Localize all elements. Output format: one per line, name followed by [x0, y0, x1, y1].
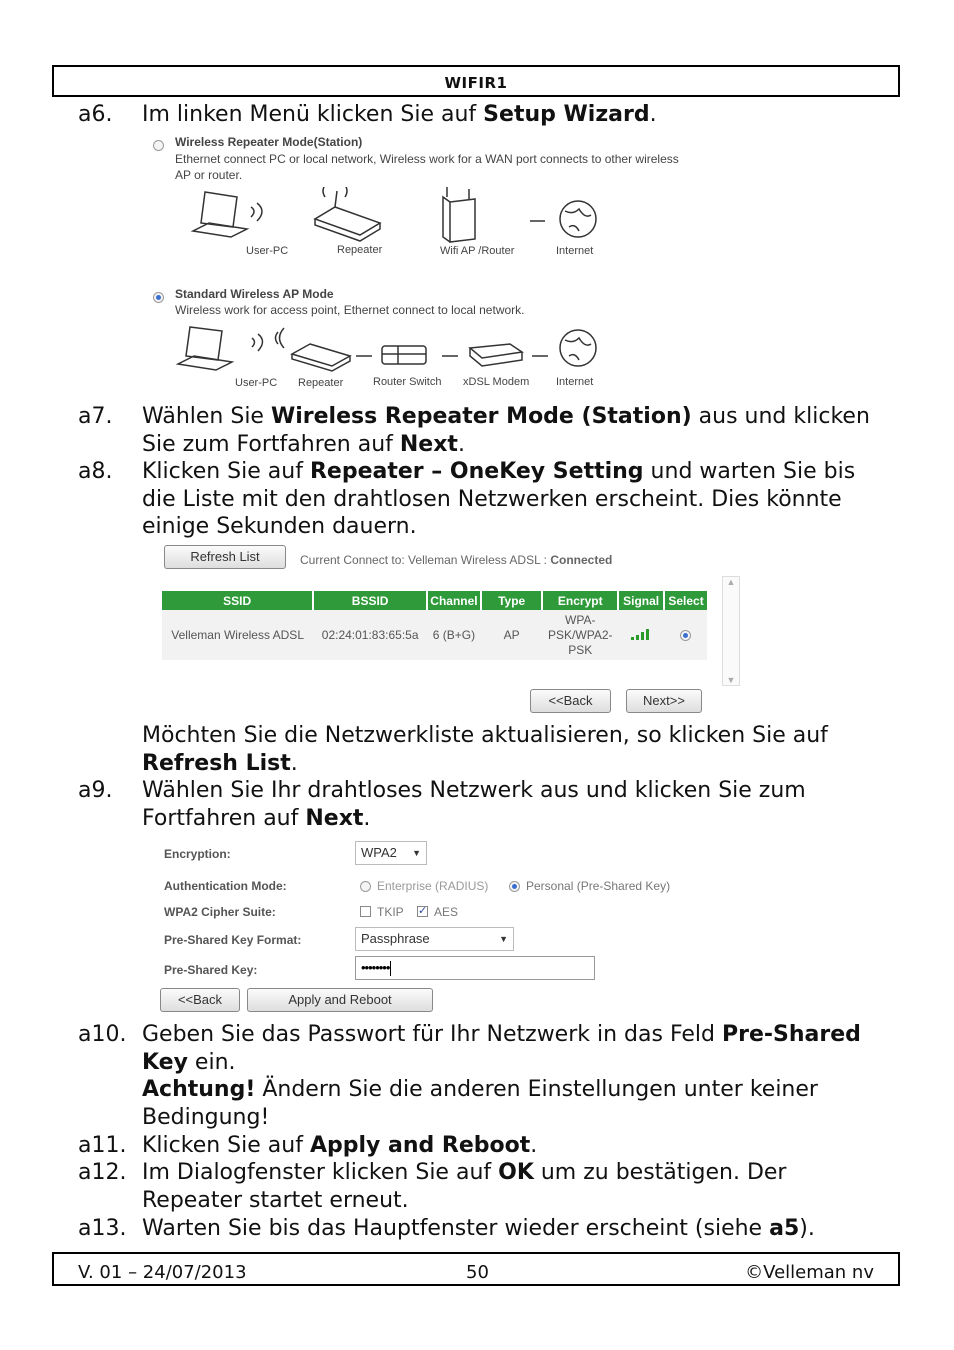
- column-header-ssid: SSID: [162, 591, 313, 610]
- switch-icon: [382, 346, 426, 364]
- step-text-a12: Im Dialogfenster klicken Sie auf OK um zu bestätigen. Der Repeater startet erneut.: [142, 1160, 787, 1213]
- cell-bssid: 02:24:01:83:65:5a: [313, 610, 427, 660]
- encryption-select[interactable]: WPA2 ▼: [355, 841, 427, 865]
- tkip-label: TKIP: [377, 905, 404, 919]
- device-label-repeater-2: Repeater: [298, 377, 344, 389]
- key-format-select[interactable]: Passphrase ▼: [355, 927, 514, 951]
- page-header: WIFIR1: [52, 65, 900, 97]
- step-text-a6: Im linken Menü klicken Sie auf Setup Wizard.: [142, 102, 657, 127]
- refresh-note-text: Möchten Sie die Netzwerkliste aktualisieren, so klicken Sie auf Refresh List.: [142, 723, 828, 776]
- column-header-channel: Channel: [427, 591, 481, 610]
- aes-checkbox[interactable]: [417, 906, 428, 917]
- step-number-a9: a9.: [78, 778, 113, 803]
- auth-enterprise-label: Enterprise (RADIUS): [377, 879, 489, 893]
- setup-wizard-screenshot: [150, 132, 710, 394]
- aes-label: AES: [434, 905, 459, 919]
- dropdown-arrow-icon: ▼: [499, 934, 508, 944]
- network-scan-screenshot: [160, 544, 745, 719]
- device-label-internet-2: Internet: [556, 376, 594, 388]
- step-number-a8: a8.: [78, 459, 113, 484]
- back-button[interactable]: <<Back: [530, 689, 611, 713]
- scroll-up-icon[interactable]: ▲: [726, 577, 736, 587]
- back-button-security[interactable]: <<Back: [160, 988, 240, 1012]
- scroll-down-icon[interactable]: ▼: [726, 675, 736, 685]
- column-header-select: Select: [664, 591, 707, 610]
- ap-mode-diagram: [170, 324, 610, 380]
- device-label-repeater: Repeater: [337, 244, 383, 256]
- repeater-icon: [292, 344, 350, 371]
- step-text-a11: Klicken Sie auf Apply and Reboot.: [142, 1133, 538, 1158]
- auth-personal-label: Personal (Pre-Shared Key): [526, 879, 671, 893]
- cell-channel: 6 (B+G): [427, 610, 481, 660]
- apply-and-reboot-button[interactable]: Apply and Reboot: [247, 988, 433, 1012]
- current-connection-text: Current Connect to: Velleman Wireless ADSL : Connected: [300, 553, 613, 567]
- page-footer: [52, 1252, 900, 1286]
- device-label-user-pc: User-PC: [246, 245, 289, 257]
- refresh-list-button[interactable]: Refresh List: [164, 545, 286, 569]
- next-button[interactable]: Next>>: [626, 689, 702, 713]
- device-label-internet: Internet: [556, 245, 594, 257]
- pre-shared-key-input[interactable]: ••••••••: [355, 956, 595, 980]
- mode-ap-radio[interactable]: [153, 292, 164, 303]
- mode-repeater-radio[interactable]: [153, 140, 164, 151]
- auth-enterprise-radio[interactable]: [360, 881, 371, 892]
- pre-shared-key-label: Pre-Shared Key:: [164, 963, 258, 977]
- check-icon: ✓: [418, 905, 428, 917]
- step-number-a6: a6.: [78, 102, 113, 127]
- select-network-radio[interactable]: [680, 630, 691, 641]
- mode-repeater-desc: Ethernet connect PC or local network, Wireless work for a WAN port connects to other wireless AP or router.: [175, 152, 679, 182]
- cipher-suite-label: WPA2 Cipher Suite:: [164, 905, 276, 919]
- mode-ap-title: Standard Wireless AP Mode: [175, 287, 334, 301]
- footer-version: V. 01 – 24/07/2013: [78, 1262, 247, 1283]
- tkip-checkbox[interactable]: [360, 906, 371, 917]
- step-number-a11: a11.: [78, 1133, 127, 1158]
- wireless-network-table: [162, 591, 707, 660]
- column-header-type: Type: [481, 591, 542, 610]
- device-label-router-switch: Router Switch: [373, 376, 442, 388]
- device-label-user-pc-2: User-PC: [235, 377, 278, 389]
- key-format-label: Pre-Shared Key Format:: [164, 933, 302, 947]
- column-header-encrypt: Encrypt: [542, 591, 618, 610]
- step-number-a7: a7.: [78, 404, 113, 429]
- step-text-a13: Warten Sie bis das Hauptfenster wieder erscheint (siehe a5).: [142, 1216, 815, 1241]
- modem-icon: [470, 344, 522, 366]
- cell-encrypt: WPA-PSK/WPA2-PSK: [542, 610, 618, 660]
- column-header-bssid: BSSID: [313, 591, 427, 610]
- globe-icon: [560, 201, 596, 237]
- auth-personal-radio[interactable]: [509, 881, 520, 892]
- step-number-a10: a10.: [78, 1022, 127, 1047]
- mode-ap-desc: Wireless work for access point, Ethernet connect to local network.: [175, 303, 525, 317]
- globe-icon: [560, 330, 596, 366]
- mode-repeater-title: Wireless Repeater Mode(Station): [175, 135, 363, 149]
- step-text-a8: Klicken Sie auf Repeater – OneKey Setting und warten Sie bis die Liste mit den drahtlosen Netzwerken erscheint. Dies könnte einige Sekunden dauern.: [142, 459, 856, 539]
- router-icon: [443, 187, 475, 242]
- text-cursor: [390, 961, 391, 976]
- step-number-a13: a13.: [78, 1216, 127, 1241]
- repeater-icon: [315, 187, 380, 241]
- footer-copyright: ©Velleman nv: [745, 1262, 874, 1283]
- laptop-icon: [178, 327, 284, 370]
- footer-page-number: 50: [466, 1262, 489, 1283]
- device-label-ap-router: Wifi AP /Router: [440, 245, 515, 257]
- table-row[interactable]: [162, 610, 707, 660]
- column-header-signal: Signal: [618, 591, 664, 610]
- step-text-a7: Wählen Sie Wireless Repeater Mode (Station) aus und klicken Sie zum Fortfahren auf Next.: [142, 404, 870, 457]
- cell-type: AP: [481, 610, 542, 660]
- laptop-icon: [193, 192, 262, 237]
- step-text-a9: Wählen Sie Ihr drahtloses Netzwerk aus und klicken Sie zum Fortfahren auf Next.: [142, 778, 806, 831]
- cell-select: [664, 610, 707, 660]
- auth-mode-label: Authentication Mode:: [164, 879, 287, 893]
- cell-signal: [618, 610, 664, 660]
- device-label-xdsl-modem: xDSL Modem: [463, 376, 530, 388]
- security-settings-screenshot: [160, 838, 700, 1016]
- table-scrollbar[interactable]: [722, 576, 740, 686]
- cell-ssid: Velleman Wireless ADSL: [162, 610, 313, 660]
- dropdown-arrow-icon: ▼: [412, 848, 421, 858]
- step-text-a10: Geben Sie das Passwort für Ihr Netzwerk in das Feld Pre-Shared Key ein. Achtung! Ändern Sie die anderen Einstellungen unter keiner Bedingung!: [142, 1022, 861, 1130]
- signal-strength-icon: [629, 627, 653, 641]
- encryption-label: Encryption:: [164, 847, 231, 861]
- step-number-a12: a12.: [78, 1160, 127, 1185]
